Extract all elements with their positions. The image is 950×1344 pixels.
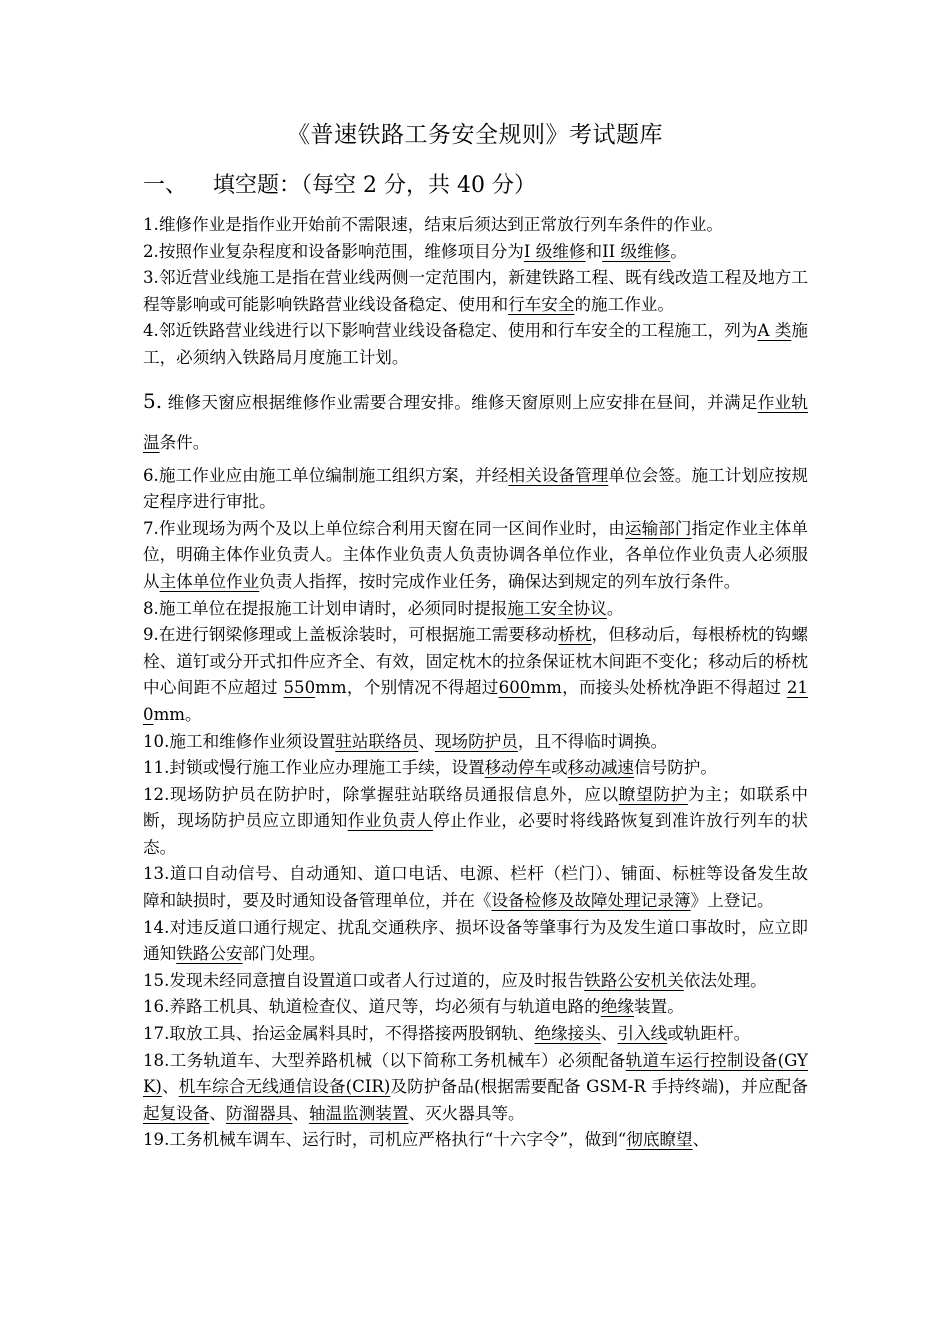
question-12	[143, 782, 808, 862]
answer-blank: 移动减速	[567, 758, 635, 778]
question-5	[143, 381, 808, 463]
question-number: 5.	[143, 388, 163, 413]
question-text: 的施工作业。	[574, 294, 674, 314]
question-text: 9.在进行钢梁修理或上盖板涂装时，可根据施工需要移动	[143, 625, 559, 645]
question-text: mm。	[153, 704, 202, 724]
answer-blank: 运输部门	[624, 518, 692, 538]
answer-blank: I 级维修	[523, 241, 586, 261]
answer-blank: II 级维修	[602, 241, 671, 261]
question-text: 及防护备品(根据需要配备 GSM-R 手持终端)，并应配备	[390, 1077, 808, 1097]
question-9	[143, 622, 808, 728]
section-heading	[143, 170, 536, 202]
answer-blank: 移动停车	[484, 758, 552, 778]
question-17	[143, 1021, 808, 1048]
question-text: 18.工务轨道车、大型养路机械（以下简称工务机械车）必须配备	[143, 1050, 626, 1070]
answer-blank: 引入线	[617, 1024, 668, 1044]
question-text: 17.取放工具、抬运金属料具时，不得搭接两股钢轨、	[143, 1024, 535, 1044]
question-text: 单位会签。施工计划应按规定程序进行审批。	[143, 465, 809, 512]
question-text: 依法处理。	[683, 970, 767, 990]
answer-blank: 起复设备	[143, 1103, 210, 1123]
section-label: 填空题：（每空 2 分，共 40 分）	[213, 173, 536, 198]
question-4	[143, 318, 808, 371]
question-text: 2.按照作业复杂程度和设备影响范围，维修项目分为	[143, 241, 524, 261]
answer-blank: 作业轨温	[143, 392, 808, 452]
answer-blank: 彻底瞭望	[626, 1130, 693, 1150]
question-list	[143, 212, 808, 1154]
question-text: 装置。	[634, 997, 684, 1017]
question-text: 停止作业，必要时将线路恢复到准许放行列车的状态。	[143, 811, 809, 857]
question-text: mm，而接头处桥枕净距不得超过	[530, 678, 787, 698]
answer-blank: 瞭望防护	[618, 784, 688, 804]
answer-blank: 相关设备管理	[508, 465, 609, 485]
answer-blank: 现场防护员	[434, 731, 518, 751]
question-11	[143, 755, 808, 782]
section-number: 一、	[143, 173, 188, 198]
answer-blank: 驻站联络员	[335, 731, 419, 751]
question-1	[143, 212, 808, 239]
question-text: 3.邻近营业线施工是指在营业线两侧一定范围内，新建铁路工程、既有线改造工程及地方工程等影响或可能影响铁路营业线设备稳定、使用和	[143, 268, 808, 314]
question-7	[143, 516, 808, 596]
question-text: 8.施工单位在提报施工计划申请时，必须同时提报	[143, 598, 508, 618]
question-text: 14.对违反道口通行规定、扰乱交通秩序、损坏设备等肇事行为及发生道口事故时，应立即通知	[143, 917, 808, 964]
question-text: 1.维修作业是指作业开始前不需限速，结束后须达到正常放行列车条件的作业。	[143, 215, 724, 234]
question-text: 13.道口自动信号、自动通知、道口电话、电源、栏杆（栏门）、铺面、标桩等设备发生故障和缺损时，要及时通知设备管理单位，并在《	[143, 864, 808, 911]
question-text: 4.邻近铁路营业线进行以下影响营业线设备稳定、使用和行车安全的工程施工，列为	[143, 321, 758, 341]
question-2	[143, 239, 808, 266]
answer-blank: 210	[143, 678, 808, 724]
answer-blank: 600	[498, 678, 531, 698]
question-text: 或轨距杆。	[667, 1024, 751, 1044]
question-14	[143, 915, 808, 968]
question-10	[143, 729, 808, 756]
question-text: 、	[292, 1103, 309, 1123]
question-text: 条件。	[159, 432, 210, 452]
question-text: ，且不得临时调换。	[517, 731, 668, 751]
question-text: 15.发现未经同意擅自设置道口或者人行过道的，应及时报告	[143, 970, 585, 990]
question-text: mm，个别情况不得超过	[315, 678, 499, 698]
question-text: 、灭火器具等。	[408, 1103, 525, 1123]
question-text: 、	[209, 1103, 226, 1123]
answer-blank: 行车安全	[508, 294, 575, 314]
question-15	[143, 968, 808, 995]
question-text: 施工，必须纳入铁路局月度施工计划。	[143, 321, 808, 367]
question-3	[143, 265, 808, 318]
answer-blank: 铁路公安机关	[584, 970, 684, 990]
answer-blank: 施工安全协议	[507, 598, 607, 618]
question-text: 部门处理。	[242, 944, 326, 964]
question-text: 或	[551, 758, 568, 778]
question-18	[143, 1048, 808, 1128]
answer-blank: 机车综合无线通信设备(CIR)	[178, 1077, 391, 1097]
answer-blank: 设备检修及故障处理记录簿	[491, 891, 691, 911]
question-text: 19.工务机械车调车、运行时，司机应严格执行“十六字令”，做到“	[143, 1130, 627, 1150]
answer-blank: 防溜器具	[225, 1103, 293, 1123]
answer-blank: 主体单位作业	[159, 571, 260, 591]
answer-blank: 550	[283, 678, 316, 698]
question-text: 12.现场防护员在防护时，除掌握驻站联络员通报信息外，应以	[143, 784, 619, 804]
question-text: 6.施工作业应由施工单位编制施工组织方案，并经	[143, 465, 509, 485]
question-text: 负责人指挥，按时完成作业任务，确保达到规定的列车放行条件。	[259, 571, 741, 591]
question-text: 为主；如联系中断，现场防护员应立即通知	[143, 784, 809, 831]
answer-blank: 作业负责人	[347, 811, 434, 831]
question-13	[143, 861, 808, 914]
question-text: 信号防护。	[634, 758, 717, 778]
question-19	[143, 1127, 808, 1154]
answer-blank: A 类	[757, 321, 792, 341]
question-text: 11.封锁或慢行施工作业应办理施工手续，设置	[143, 758, 485, 778]
question-text: 》上登记。	[690, 891, 774, 911]
question-text: 。	[670, 241, 687, 261]
question-text: 维修天窗应根据维修作业需要合理安排。维修天窗原则上应安排在昼间，并满足	[162, 392, 758, 412]
question-text: 7.作业现场为两个及以上单位综合利用天窗在同一区间作业时，由	[143, 518, 625, 538]
question-text: 、	[600, 1024, 618, 1044]
answer-blank: 轴温监测装置	[308, 1103, 409, 1123]
question-text: 10.施工和维修作业须设置	[143, 731, 336, 751]
question-text: 、	[692, 1130, 710, 1150]
answer-blank: 桥枕	[558, 625, 592, 645]
answer-blank: 绝缘	[600, 997, 635, 1017]
question-text: 、	[418, 731, 435, 751]
answer-blank: 铁路公安	[176, 944, 243, 964]
question-text: 指定作业主体单位，明确主体作业负责人。主体作业负责人负责协调各单位作业，各单位作业负责人必须服从	[143, 518, 809, 591]
question-text: 和	[585, 241, 603, 261]
question-8	[143, 596, 808, 623]
question-text: ，但移动后，每根桥枕的钩螺栓、道钉或分开式扣件应齐全、有效，固定枕木的拉条保证枕木间距不变化；移动后的桥枕中心间距不应超过	[143, 625, 809, 698]
question-16	[143, 994, 808, 1021]
question-text: 、	[161, 1077, 179, 1097]
answer-blank: 轨道车运行控制设备(GYK)	[143, 1050, 808, 1097]
question-text: 16.养路工机具、轨道检查仪、道尺等，均必须有与轨道电路的	[143, 997, 601, 1017]
document-title: 《普速铁路工务安全规则》考试题库	[287, 122, 663, 148]
question-6	[143, 463, 808, 516]
answer-blank: 绝缘接头	[534, 1024, 601, 1044]
question-text: 。	[606, 598, 624, 618]
